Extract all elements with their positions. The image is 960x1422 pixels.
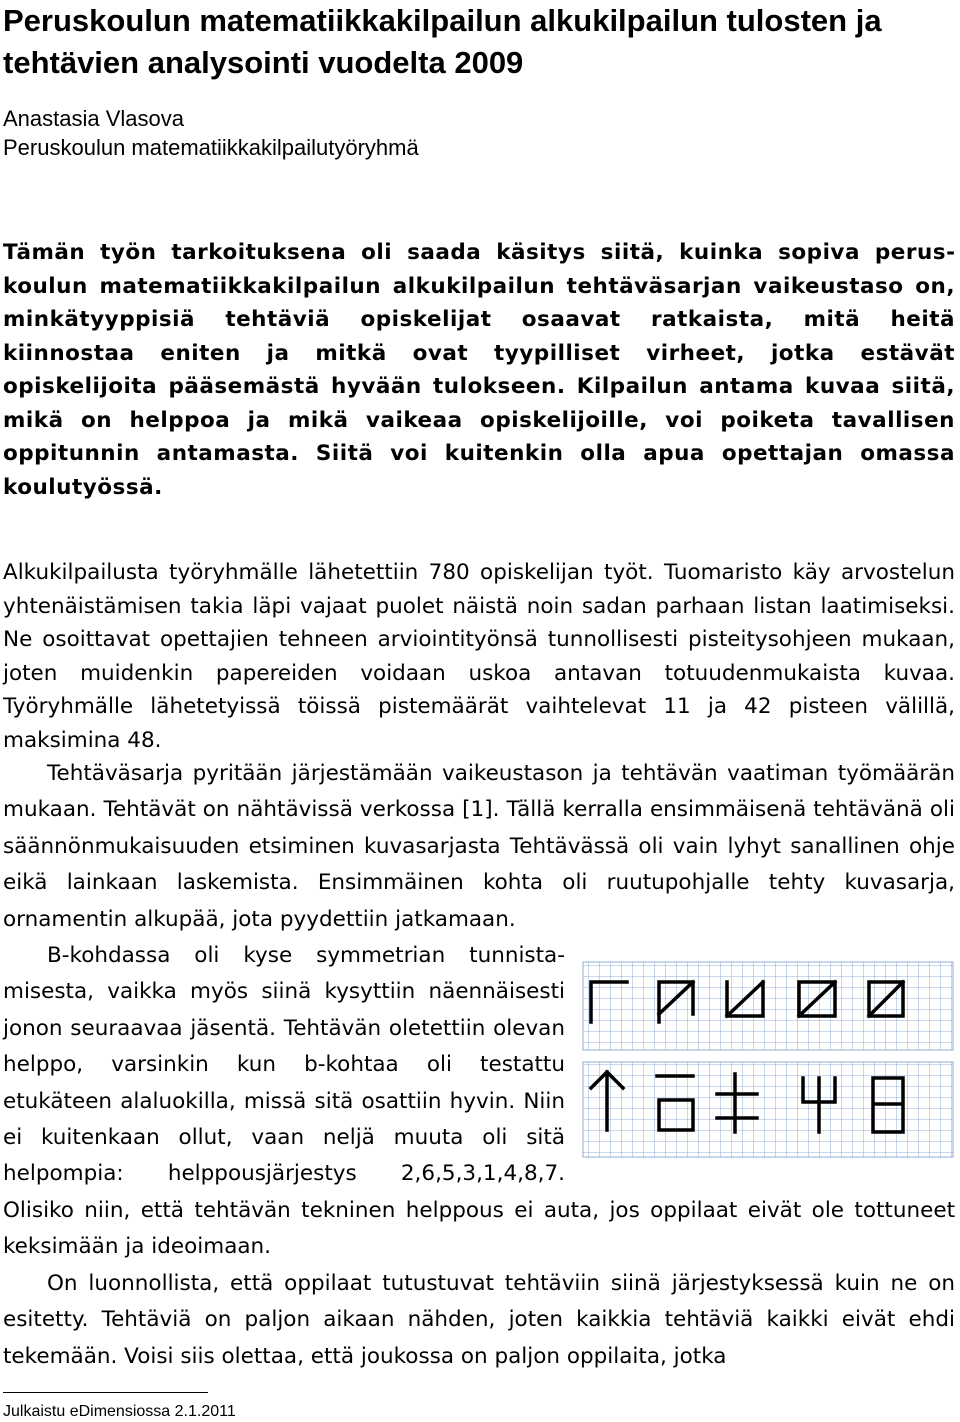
paragraph-1: Alkukilpailusta työryhmälle lähetettiin 780 opiskelijan työt. Tuomaristo käy arvostelun yhtenäistämisen takia läpi vajaat puolet näistä noin sadan parhaan listan laatimiseksi. Ne osoittavat opettajien tehneen arviointityönsä tunnollisesti pisteitysohjeen mukaan, joten muidenkin papereiden voidaan uskoa antavan totuudenmukaista kuvaa. Työryhmälle lähetetyissä töissä pistemäärät vaihtelevat 11 ja 42 pisteen välillä, maksimina 48. xyxy=(3,560,955,753)
author-block xyxy=(3,104,419,162)
ornament-figure xyxy=(577,954,955,1166)
footnote: Julkaistu eDimensiossa 2.1.2011 xyxy=(3,1403,236,1420)
body-text xyxy=(3,756,955,1375)
author-affiliation: Peruskoulun matematiikkakilpailutyöryhmä xyxy=(3,135,419,160)
ornament-grid-top xyxy=(583,962,953,1050)
ornament-svg xyxy=(577,954,955,1166)
abstract: Tämän työn tarkoituksena oli saada käsitys siitä, kuinka sopiva peruskoulun matematiikkakilpailun alkukilpailun tehtäväsarjan vaikeustaso on, minkätyyppisiä tehtäviä opiskelijat osaavat ratkaista, mitä heitä kiinnostaa eniten ja mitkä ovat tyypilliset virheet, jotka estävät opiskelijoita pääsemästä hyvään tulokseen. Kilpailun antama kuvaa siitä, mikä on helppoa ja mikä vaikeaa opiskelijoille, voi poiketa tavallisen oppitunnin antamasta. Siitä voi kuitenkin olla apua opettajan omassa koulutyössä. xyxy=(3,240,955,500)
paragraph-2: Tehtäväsarja pyritään järjestämään vaikeustason ja tehtävän vaatiman työmäärän mukaan. Tehtävät on nähtävissä verkossa [1]. Tällä kerralla ensimmäisenä tehtävänä oli säännönmukaisuuden etsiminen kuvasarjasta Tehtävässä oli vain lyhyt sanallinen ohje eikä lainkaan laskemista. Ensimmäinen kohta oli ruutupohjalle tehty kuvasarja, ornamentin alkupää, jota pyydettiin jatkamaan. xyxy=(3,761,955,932)
author-name: Anastasia Vlasova xyxy=(3,106,184,131)
paper-title: Peruskoulun matematiikkakilpailun alkukilpailun tulosten ja tehtävien analysointi vuodelta 2009 xyxy=(3,3,882,80)
footnote-rule xyxy=(3,1392,208,1393)
paragraph-3: B-kohdassa oli kyse symmetrian tunnistamisesta, vaikka myös siinä kysyttiin näennäisesti jonon seuraavaa jäsentä. Tehtävän oletettiin olevan helppo, varsinkin kun b-kohtaa oli testattu etukäteen alaluokilla, missä sitä osattiin hyvin. Niin ei kuitenkaan ollut, vaan neljä muuta oli sitä helpompia: helppousjärjestys 2,6,5,3,1,4,8,7. Olisiko niin, että tehtävän tekninen helppous ei auta, jos oppilaat eivät ole tottuneet keksimään ja ideoimaan. xyxy=(3,943,955,1260)
paragraph-4: On luonnollista, että oppilaat tutustuvat tehtäviin siinä järjestyksessä kuin ne on esitetty. Tehtäviä on paljon aikaan nähden, joten kaikkia tehtäviä kaikki eivät ehdi tekemään. Voisi siis olettaa, että joukossa on paljon oppilaita, jotka xyxy=(3,1270,955,1369)
